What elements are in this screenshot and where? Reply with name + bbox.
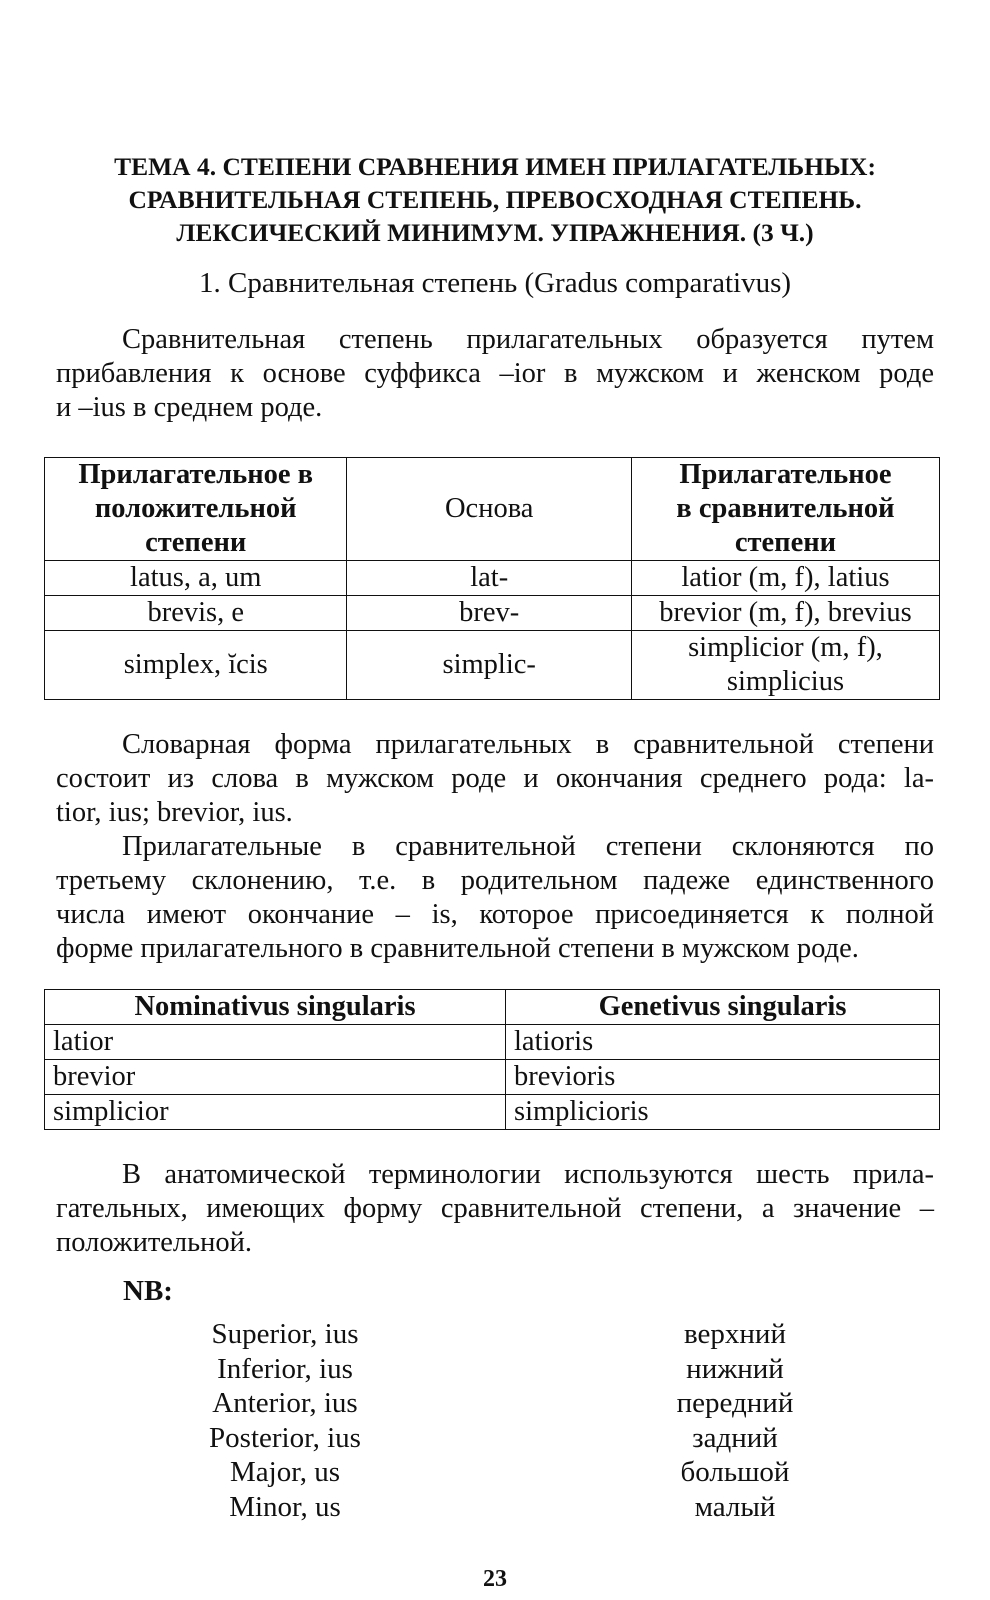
title-line: СРАВНИТЕЛЬНАЯ СТЕПЕНЬ, ПРЕВОСХОДНАЯ СТЕПЕНЬ. — [128, 185, 862, 214]
title-line: ТЕМА 4. СТЕПЕНИ СРАВНЕНИЯ ИМЕН ПРИЛАГАТЕЛЬНЫХ: — [114, 152, 876, 181]
paragraph-anatomical-terms — [56, 1158, 934, 1260]
declension-table — [44, 989, 940, 1130]
table-cell: simplex, ĭcis — [45, 631, 347, 700]
list-item: Minor, us — [229, 1490, 341, 1523]
table-cell: brevioris — [506, 1060, 940, 1095]
chapter-title — [60, 150, 930, 249]
list-item: Anterior, ius — [212, 1387, 358, 1419]
table-header-row — [45, 990, 940, 1025]
text-line: состоит из слова в мужском роде и окончания среднего рода: la- — [56, 763, 934, 794]
page-number: 23 — [483, 1566, 507, 1592]
table-row — [45, 1060, 940, 1095]
table-row — [45, 1025, 940, 1060]
table-header-cell: Основа — [347, 458, 631, 561]
paragraph-declension — [56, 830, 934, 966]
table-cell: latior — [45, 1025, 506, 1060]
table-row — [45, 1095, 940, 1130]
text-line: числа имеют окончание – is, которое присоединяется к полной — [56, 899, 934, 930]
list-item: Superior, ius — [211, 1318, 359, 1350]
nb-translations — [600, 1317, 870, 1524]
table-cell: brev- — [347, 596, 631, 631]
list-item: задний — [692, 1421, 778, 1454]
table-cell: brevis, e — [45, 596, 347, 631]
table-cell: latus, a, um — [45, 561, 347, 596]
table-cell: brevior — [45, 1060, 506, 1095]
nb-latin-terms — [150, 1317, 420, 1524]
list-item: Inferior, ius — [217, 1352, 353, 1385]
section-heading: 1. Сравнительная степень (Gradus comparativus) — [198, 267, 792, 299]
table-header-cell: Прилагательное в положительной степени — [45, 458, 347, 561]
table-row — [45, 561, 940, 596]
list-item: верхний — [684, 1318, 786, 1350]
table-header-cell: Genetivus singularis — [506, 990, 940, 1025]
nb-label: NB: — [123, 1275, 173, 1307]
text-line: третьему склонению, т.е. в родительном падеже единственного — [56, 865, 934, 896]
text-line: Сравнительная степень прилагательных образуется путем — [122, 324, 934, 355]
title-line: ЛЕКСИЧЕСКИЙ МИНИМУМ. УПРАЖНЕНИЯ. (3 Ч.) — [176, 218, 814, 247]
table-cell: simplicior (m, f), simplicius — [631, 631, 939, 700]
table-cell: brevior (m, f), brevius — [631, 596, 939, 631]
text-line: Прилагательные в сравнительной степени склоняются по — [122, 831, 934, 862]
text-line: гательных, имеющих форму сравнительной степени, а значение – — [56, 1193, 934, 1224]
table-cell: simplicioris — [506, 1095, 940, 1130]
list-item: Posterior, ius — [209, 1421, 361, 1454]
text-line: форме прилагательного в сравнительной степени в мужском роде. — [56, 933, 859, 964]
list-item: Major, us — [230, 1456, 340, 1488]
table-header-cell: Прилагательное в сравнительной степени — [631, 458, 939, 561]
table-row — [45, 631, 940, 700]
table-header-row — [45, 458, 940, 561]
text-line: В анатомической терминологии используются шесть прила- — [122, 1159, 934, 1190]
list-item: малый — [694, 1490, 776, 1523]
table-header-cell: Nominativus singularis — [45, 990, 506, 1025]
text-line: tior, ius; brevior, ius. — [56, 797, 293, 828]
table-cell: latioris — [506, 1025, 940, 1060]
text-line: положительной. — [56, 1227, 253, 1258]
text-line: прибавления к основе суффикса –ior в мужском и женском роде — [56, 358, 934, 389]
list-item: передний — [676, 1387, 794, 1419]
text-line: и –ius в среднем роде. — [56, 392, 323, 423]
paragraph-dictionary-form — [56, 728, 934, 830]
text-line: Словарная форма прилагательных в сравнительной степени — [122, 729, 934, 760]
table-row — [45, 596, 940, 631]
comparative-formation-table — [44, 457, 940, 700]
list-item: нижний — [686, 1352, 784, 1385]
list-item: большой — [680, 1456, 790, 1488]
table-cell: lat- — [347, 561, 631, 596]
paragraph-comparative-formation — [56, 323, 934, 425]
table-cell: simplic- — [347, 631, 631, 700]
table-cell: latior (m, f), latius — [631, 561, 939, 596]
table-cell: simplicior — [45, 1095, 506, 1130]
